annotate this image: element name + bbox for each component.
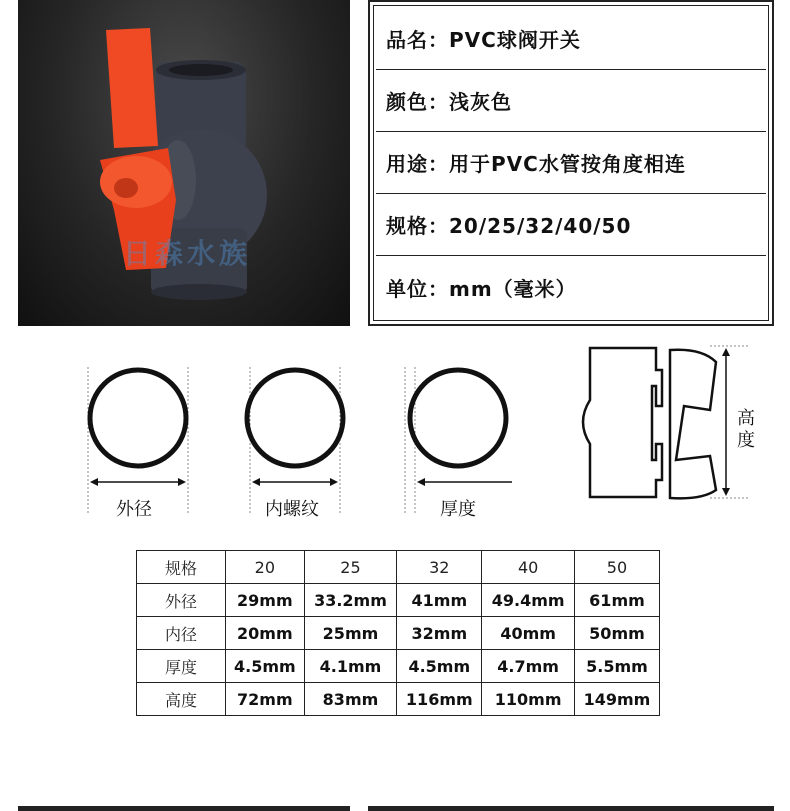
table-header-cell: 规格 xyxy=(137,551,226,584)
table-cell: 29mm xyxy=(226,584,305,617)
height-diagram xyxy=(576,340,756,510)
table-row xyxy=(137,650,660,683)
table-row-label: 外径 xyxy=(137,584,226,617)
spec-box xyxy=(368,0,774,326)
thickness-label: 厚度 xyxy=(440,499,476,520)
table-header-cell: 32 xyxy=(397,551,482,584)
product-photo xyxy=(18,0,350,326)
table-header-row xyxy=(137,551,660,584)
table-cell: 83mm xyxy=(304,683,397,716)
spec-sizes: 规格：20/25/32/40/50 xyxy=(376,194,766,256)
table-cell: 4.1mm xyxy=(304,650,397,683)
inner-thread-label: 内螺纹 xyxy=(265,499,319,520)
spec-usage: 用途：用于PVC水管按角度相连 xyxy=(376,132,766,194)
table-cell: 50mm xyxy=(574,617,659,650)
table-row-label: 内径 xyxy=(137,617,226,650)
table-cell: 5.5mm xyxy=(574,650,659,683)
watermark-text: 日森水族 xyxy=(123,237,252,270)
table-cell: 4.5mm xyxy=(397,650,482,683)
table-cell: 116mm xyxy=(397,683,482,716)
size-table xyxy=(136,550,660,716)
table-header-cell: 40 xyxy=(482,551,575,584)
table-row-label: 厚度 xyxy=(137,650,226,683)
table-header-cell: 25 xyxy=(304,551,397,584)
spec-color: 颜色：浅灰色 xyxy=(376,70,766,132)
table-cell: 149mm xyxy=(574,683,659,716)
spec-unit: 单位：mm（毫米） xyxy=(386,276,577,301)
table-cell: 40mm xyxy=(482,617,575,650)
table-row-label: 高度 xyxy=(137,683,226,716)
table-cell: 25mm xyxy=(304,617,397,650)
table-cell: 4.5mm xyxy=(226,650,305,683)
table-cell: 72mm xyxy=(226,683,305,716)
table-cell: 61mm xyxy=(574,584,659,617)
outer-diameter-label: 外径 xyxy=(116,499,152,520)
table-cell: 41mm xyxy=(397,584,482,617)
table-row xyxy=(137,617,660,650)
table-cell: 32mm xyxy=(397,617,482,650)
bottom-divider-right xyxy=(368,806,774,811)
table-cell: 20mm xyxy=(226,617,305,650)
table-row xyxy=(137,584,660,617)
ball-valve-illustration xyxy=(18,0,350,326)
table-cell: 33.2mm xyxy=(304,584,397,617)
table-row xyxy=(137,683,660,716)
table-cell: 110mm xyxy=(482,683,575,716)
table-cell: 49.4mm xyxy=(482,584,575,617)
height-label: 高度 xyxy=(737,408,755,451)
table-cell: 4.7mm xyxy=(482,650,575,683)
table-header-cell: 20 xyxy=(226,551,305,584)
spec-product-name: 品名：PVC球阀开关 xyxy=(376,8,766,70)
table-header-cell: 50 xyxy=(574,551,659,584)
bottom-divider-left xyxy=(18,806,350,811)
